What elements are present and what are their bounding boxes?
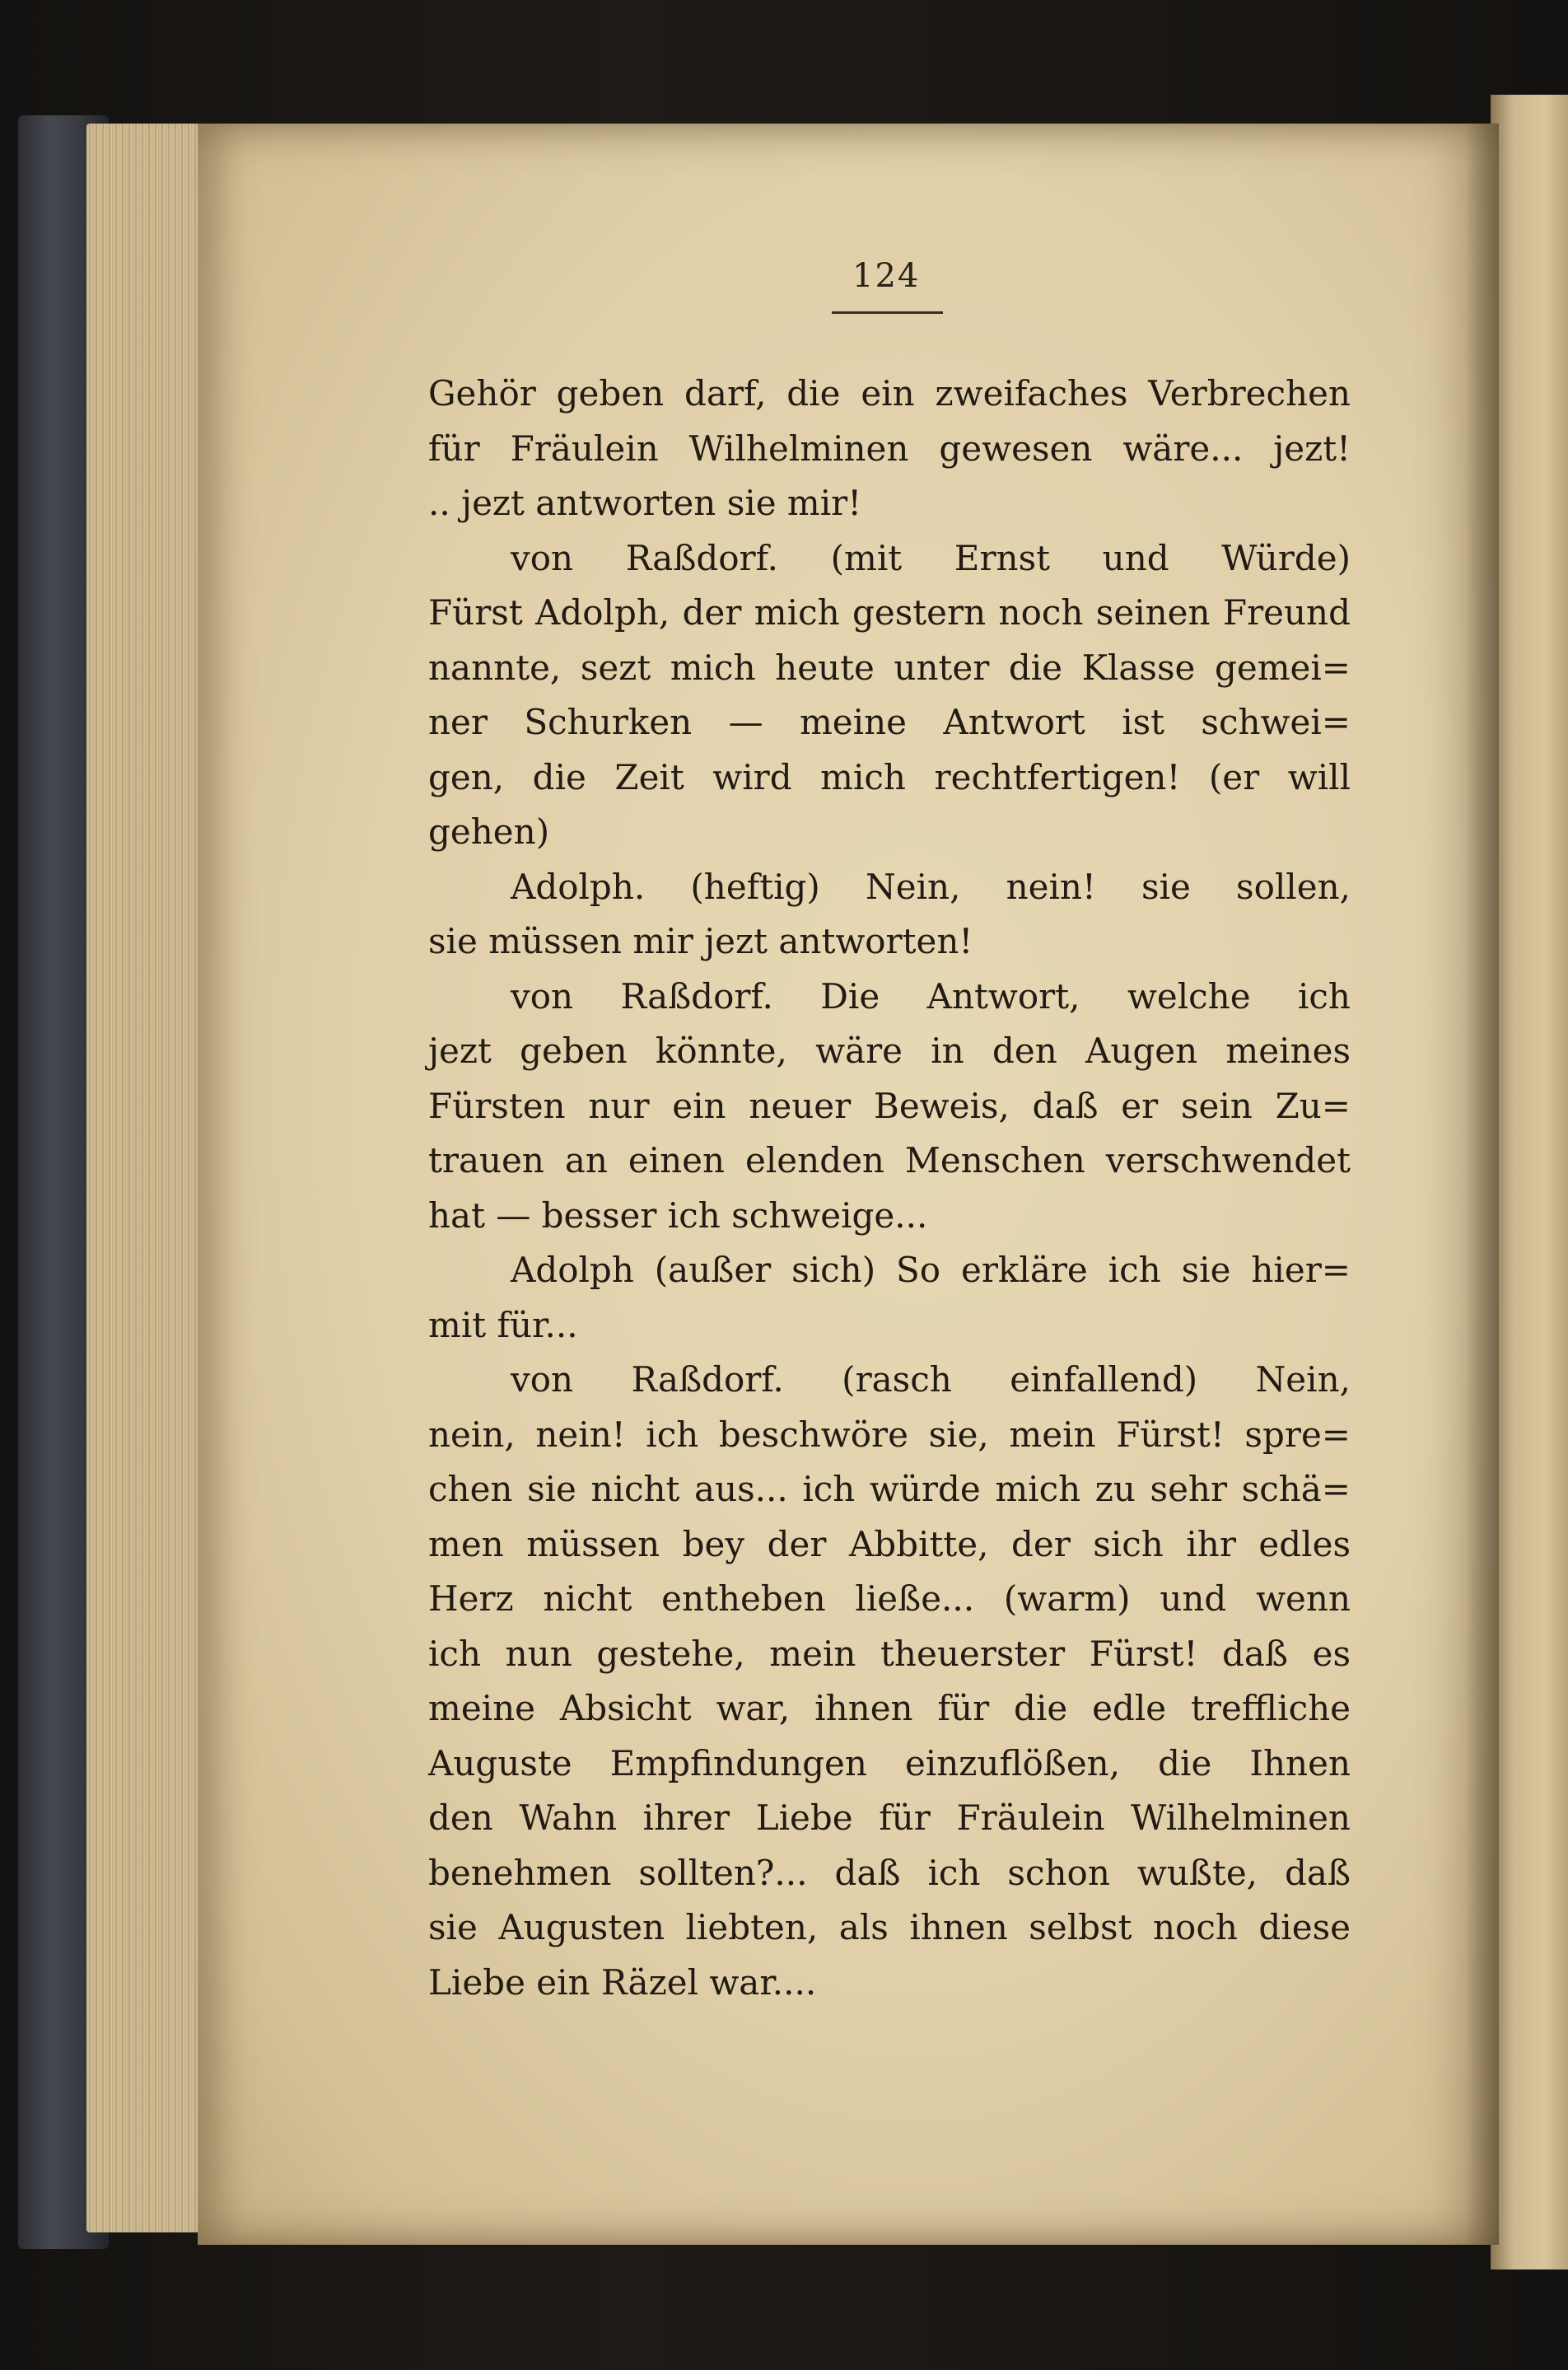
text-line: ich nun gestehe, mein theuerster Fürst! daß es	[428, 1633, 1351, 1674]
text-line: sie müssen mir jezt antworten!	[428, 921, 973, 961]
text-line: nein, nein! ich beschwöre sie, mein Fürst! spre=	[428, 1414, 1351, 1455]
page-text	[428, 367, 1351, 2010]
text-line: .. jezt antworten sie mir!	[428, 483, 862, 523]
text-line: Liebe ein Räzel war....	[428, 1961, 817, 2003]
text-line: von Raßdorf. (mit Ernst und Würde)	[511, 537, 1351, 578]
facing-page	[1491, 95, 1568, 2269]
text-line: jezt geben könnte, wäre in den Augen meines	[428, 1031, 1351, 1071]
text-line: Herz nicht entheben ließe... (warm) und wenn	[428, 1578, 1351, 1619]
text-line: gen, die Zeit wird mich rechtfertigen! (er will	[428, 756, 1351, 797]
text-line: den Wahn ihrer Liebe für Fräulein Wilhelminen	[428, 1797, 1351, 1838]
text-line: sie Augusten liebten, als ihnen selbst noch diese	[428, 1907, 1351, 1947]
text-line: von Raßdorf. Die Antwort, welche ich	[511, 975, 1351, 1017]
text-line: Adolph. (heftig) Nein, nein! sie sollen,	[511, 866, 1351, 907]
text-line: hat — besser ich schweige...	[428, 1194, 928, 1236]
text-line: mit für...	[428, 1304, 578, 1345]
text-line: trauen an einen elenden Menschen verschwendet	[428, 1140, 1351, 1180]
text-line: für Fräulein Wilhelminen gewesen wäre... jezt!	[428, 428, 1351, 469]
text-line: von Raßdorf. (rasch einfallend) Nein,	[511, 1359, 1351, 1400]
page-number: 124	[852, 257, 921, 295]
text-line: Auguste Empfindungen einzuflößen, die Ihnen	[428, 1742, 1351, 1783]
page-edges	[86, 124, 210, 2232]
text-line: benehmen sollten?... daß ich schon wußte, daß	[428, 1852, 1351, 1893]
text-line: meine Absicht war, ihnen für die edle treffliche	[428, 1688, 1351, 1728]
text-line: Fürsten nur ein neuer Beweis, daß er sein Zu=	[428, 1085, 1351, 1126]
text-line: ner Schurken — meine Antwort ist schwei=	[428, 702, 1351, 742]
page-gutter	[1466, 124, 1499, 2245]
text-line: Adolph (außer sich) So erkläre ich sie hier=	[511, 1250, 1351, 1290]
text-line: nannte, sezt mich heute unter die Klasse gemei=	[428, 647, 1351, 688]
text-line: gehen)	[428, 811, 550, 852]
text-line: men müssen bey der Abbitte, der sich ihr edles	[428, 1523, 1351, 1564]
header-rule	[832, 311, 943, 314]
text-line: chen sie nicht aus... ich würde mich zu sehr schä=	[428, 1469, 1351, 1509]
text-line: Gehör geben darf, die ein zweifaches Verbrechen	[428, 373, 1351, 414]
text-line: Fürst Adolph, der mich gestern noch seinen Freund	[428, 592, 1351, 633]
